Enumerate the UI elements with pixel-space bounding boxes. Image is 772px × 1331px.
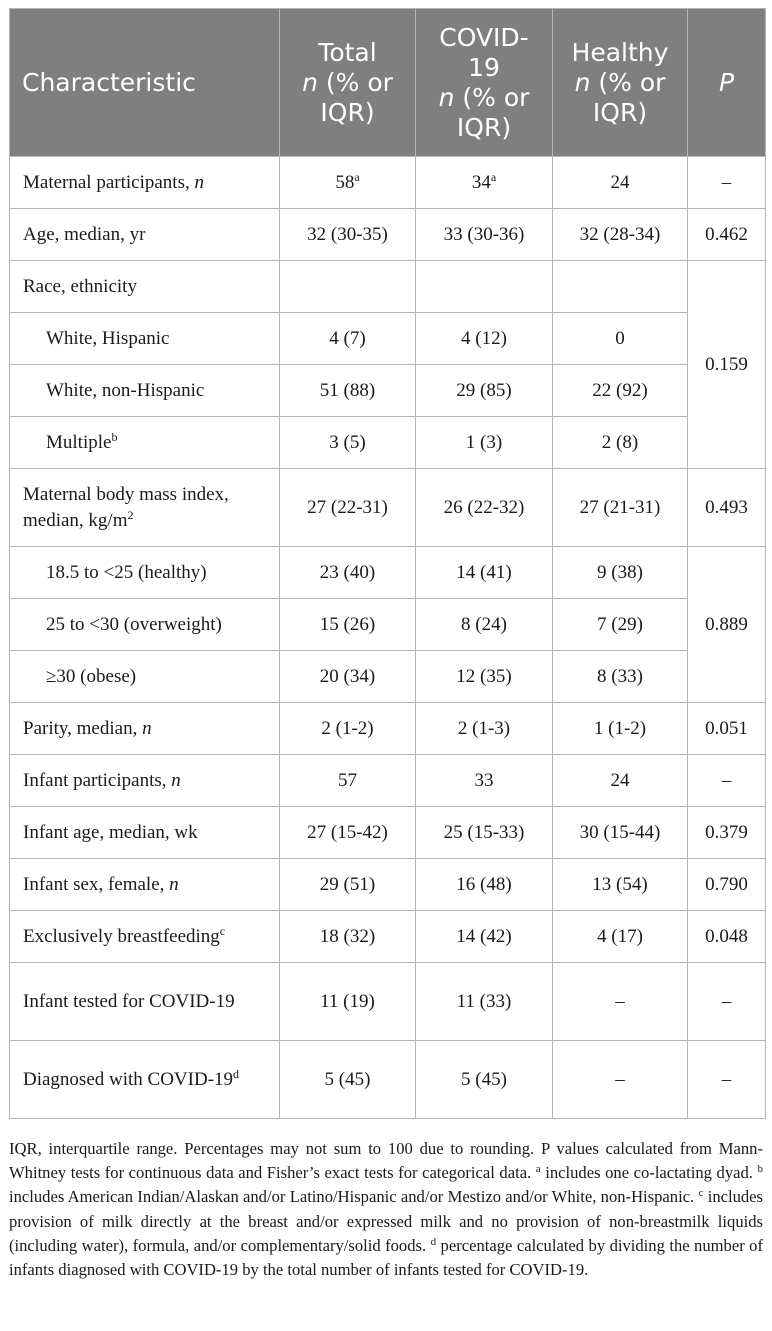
row-label: Multiple$^b$ bbox=[10, 417, 280, 469]
cell-covid: 29 (85) bbox=[416, 365, 553, 417]
cell-covid: 33 (30-36) bbox=[416, 209, 553, 261]
cell-p: 0.159 bbox=[688, 261, 766, 469]
header-total: Total n (% or IQR) bbox=[280, 9, 416, 157]
footnote-c: includes provision of milk directly at the breast and/or expressed milk and no provision of non-breastmilk liquids (including water), formula, and/or complementary/solid foods. bbox=[9, 1187, 764, 1255]
header-characteristic: Characteristic bbox=[10, 9, 280, 157]
footnote-mark-c: c bbox=[698, 1187, 704, 1200]
cell-p: – bbox=[688, 755, 766, 807]
footnote-mark-b: b bbox=[757, 1163, 764, 1176]
cell-total: 2 (1-2) bbox=[280, 703, 416, 755]
cell-healthy: 0 bbox=[553, 313, 688, 365]
cell-covid: 8 (24) bbox=[416, 599, 553, 651]
cell-covid: 4 (12) bbox=[416, 313, 553, 365]
table-row bbox=[10, 755, 766, 807]
row-label: White, non-Hispanic bbox=[10, 365, 280, 417]
cell-total: 3 (5) bbox=[280, 417, 416, 469]
cell-healthy: 7 (29) bbox=[553, 599, 688, 651]
cell-healthy: 4 (17) bbox=[553, 911, 688, 963]
table-footnotes bbox=[9, 1137, 763, 1282]
table-row bbox=[10, 807, 766, 859]
cell-covid: 14 (41) bbox=[416, 547, 553, 599]
cell-covid: 1 (3) bbox=[416, 417, 553, 469]
footnote-d: percentage calculated by dividing the number of infants diagnosed with COVID-19 by the total number of infants tested for COVID-19. bbox=[9, 1235, 764, 1280]
row-label: 25 to <30 (overweight) bbox=[10, 599, 280, 651]
cell-healthy: 24 bbox=[553, 157, 688, 209]
table-row bbox=[10, 859, 766, 911]
cell-p: 0.462 bbox=[688, 209, 766, 261]
cell-total: 4 (7) bbox=[280, 313, 416, 365]
table-row bbox=[10, 157, 766, 209]
cell-p: – bbox=[688, 963, 766, 1041]
table-row bbox=[10, 703, 766, 755]
cell-p: – bbox=[688, 1041, 766, 1119]
row-label: Maternal participants, n bbox=[10, 157, 280, 209]
cell-covid: 11 (33) bbox=[416, 963, 553, 1041]
row-label: Exclusively breastfeeding$^c$ bbox=[10, 911, 280, 963]
characteristics-table-container bbox=[9, 8, 765, 1119]
header-healthy: Healthy n (% or IQR) bbox=[553, 9, 688, 157]
table-row bbox=[10, 547, 766, 599]
cell-healthy bbox=[553, 261, 688, 313]
cell-total: 51 (88) bbox=[280, 365, 416, 417]
table-row bbox=[10, 261, 766, 313]
cell-healthy: 13 (54) bbox=[553, 859, 688, 911]
cell-total: 5 (45) bbox=[280, 1041, 416, 1119]
table-body bbox=[10, 157, 766, 1119]
table-header bbox=[10, 9, 766, 157]
cell-covid: 34$^a$ bbox=[416, 157, 553, 209]
cell-p: 0.889 bbox=[688, 547, 766, 703]
cell-covid: 16 (48) bbox=[416, 859, 553, 911]
cell-total: 27 (15-42) bbox=[280, 807, 416, 859]
row-label: Infant tested for COVID-19 bbox=[10, 963, 280, 1041]
table-row bbox=[10, 963, 766, 1041]
cell-healthy: 30 (15-44) bbox=[553, 807, 688, 859]
row-label: Age, median, yr bbox=[10, 209, 280, 261]
cell-total: 11 (19) bbox=[280, 963, 416, 1041]
table-row bbox=[10, 911, 766, 963]
table-row bbox=[10, 209, 766, 261]
cell-total: 18 (32) bbox=[280, 911, 416, 963]
cell-p: 0.048 bbox=[688, 911, 766, 963]
cell-healthy: 22 (92) bbox=[553, 365, 688, 417]
table-row bbox=[10, 599, 766, 651]
cell-total: 27 (22-31) bbox=[280, 469, 416, 547]
table-row bbox=[10, 365, 766, 417]
cell-total: 23 (40) bbox=[280, 547, 416, 599]
cell-covid: 2 (1-3) bbox=[416, 703, 553, 755]
footnote-intro: IQR, interquartile range. Percentages may not sum to 100 due to rounding. P values calculated from Mann-Whitney tests for continuous data and Fisher’s exact tests for categorical data. bbox=[9, 1139, 763, 1183]
cell-healthy: 9 (38) bbox=[553, 547, 688, 599]
cell-healthy: 27 (21-31) bbox=[553, 469, 688, 547]
footnote-b: includes American Indian/Alaskan and/or Latino/Hispanic and/or Mestizo and/or White, non-Hispanic. bbox=[9, 1187, 695, 1207]
cell-total: 15 (26) bbox=[280, 599, 416, 651]
cell-covid bbox=[416, 261, 553, 313]
cell-covid: 14 (42) bbox=[416, 911, 553, 963]
table-row bbox=[10, 313, 766, 365]
cell-total: 58$^a$ bbox=[280, 157, 416, 209]
footnote-mark-a: a bbox=[535, 1163, 541, 1176]
row-label: White, Hispanic bbox=[10, 313, 280, 365]
footnote-a: includes one co-lactating dyad. bbox=[545, 1163, 753, 1183]
cell-covid: 26 (22-32) bbox=[416, 469, 553, 547]
cell-covid: 5 (45) bbox=[416, 1041, 553, 1119]
cell-total: 29 (51) bbox=[280, 859, 416, 911]
header-covid: COVID-19 n (% or IQR) bbox=[416, 9, 553, 157]
characteristics-table bbox=[9, 8, 766, 1119]
cell-p: 0.493 bbox=[688, 469, 766, 547]
table-row bbox=[10, 651, 766, 703]
cell-total: 57 bbox=[280, 755, 416, 807]
cell-p: 0.051 bbox=[688, 703, 766, 755]
cell-p: – bbox=[688, 157, 766, 209]
cell-total: 32 (30-35) bbox=[280, 209, 416, 261]
row-label: Maternal body mass index, median, $kg/m^2$ bbox=[10, 469, 280, 547]
header-row bbox=[10, 9, 766, 157]
cell-covid: 25 (15-33) bbox=[416, 807, 553, 859]
row-label: Infant age, median, wk bbox=[10, 807, 280, 859]
cell-healthy: 8 (33) bbox=[553, 651, 688, 703]
row-label: Diagnosed with COVID-19$^d$ bbox=[10, 1041, 280, 1119]
row-label: Race, ethnicity bbox=[10, 261, 280, 313]
row-label: Infant participants, n bbox=[10, 755, 280, 807]
cell-healthy: – bbox=[553, 963, 688, 1041]
cell-healthy: 2 (8) bbox=[553, 417, 688, 469]
footnote-mark-d: d bbox=[430, 1235, 437, 1248]
cell-covid: 33 bbox=[416, 755, 553, 807]
row-label: ≥30 (obese) bbox=[10, 651, 280, 703]
cell-total bbox=[280, 261, 416, 313]
row-label: Parity, median, n bbox=[10, 703, 280, 755]
table-row bbox=[10, 417, 766, 469]
cell-total: 20 (34) bbox=[280, 651, 416, 703]
cell-healthy: 1 (1-2) bbox=[553, 703, 688, 755]
table-row bbox=[10, 469, 766, 547]
header-p-value: P bbox=[688, 9, 766, 157]
cell-p: 0.790 bbox=[688, 859, 766, 911]
table-row bbox=[10, 1041, 766, 1119]
cell-healthy: 32 (28-34) bbox=[553, 209, 688, 261]
row-label: 18.5 to <25 (healthy) bbox=[10, 547, 280, 599]
cell-healthy: – bbox=[553, 1041, 688, 1119]
cell-healthy: 24 bbox=[553, 755, 688, 807]
cell-p: 0.379 bbox=[688, 807, 766, 859]
cell-covid: 12 (35) bbox=[416, 651, 553, 703]
row-label: Infant sex, female, n bbox=[10, 859, 280, 911]
